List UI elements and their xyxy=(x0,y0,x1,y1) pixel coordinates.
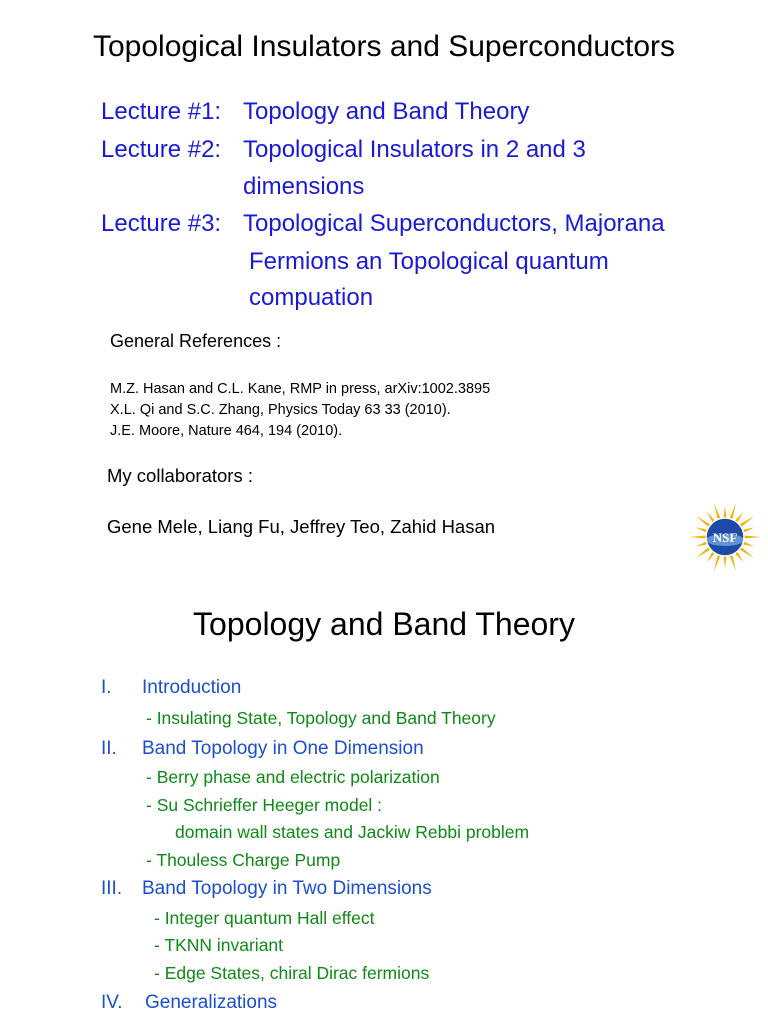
section-1-item-1: - Insulating State, Topology and Band Theory xyxy=(146,708,496,728)
lecture-3-label: Lecture #3: xyxy=(101,210,222,237)
section-4-label: Generalizations xyxy=(145,992,278,1013)
logo-ray xyxy=(723,555,726,568)
logo-text: NSF xyxy=(712,530,738,545)
page-title: Topological Insulators and Superconductors xyxy=(92,30,676,63)
logo-ray xyxy=(689,535,707,538)
reference-2: X.L. Qi and S.C. Zhang, Physics Today 63 33 (2010). xyxy=(110,402,451,418)
section-2-item-2: - Su Schrieffer Heeger model : xyxy=(146,795,383,815)
section-title: Topology and Band Theory xyxy=(193,606,575,642)
logo-ray xyxy=(723,506,726,519)
logo-ray xyxy=(714,554,721,572)
section-3-number: III. xyxy=(101,878,123,899)
lecture-1-line-1: Topology and Band Theory xyxy=(243,98,530,125)
section-4-number: IV. xyxy=(101,992,123,1013)
lecture-3-line-2: Fermions an Topological quantum xyxy=(249,248,609,275)
section-1-number: I. xyxy=(101,677,112,698)
logo-ray xyxy=(729,554,736,572)
section-2-number: II. xyxy=(101,738,117,759)
references-heading: General References : xyxy=(110,331,282,351)
section-1-label: Introduction xyxy=(142,677,242,698)
collaborators-heading: My collaborators : xyxy=(107,465,253,486)
section-2-item-3: domain wall states and Jackiw Rebbi problem xyxy=(175,822,530,842)
section-3-label: Band Topology in Two Dimensions xyxy=(142,878,432,899)
section-2-item-4: - Thouless Charge Pump xyxy=(146,850,341,870)
lecture-2-label: Lecture #2: xyxy=(101,136,222,163)
section-3-item-1: - Integer quantum Hall effect xyxy=(154,908,375,928)
section-2-item-1: - Berry phase and electric polarization xyxy=(146,767,440,787)
section-2-label: Band Topology in One Dimension xyxy=(142,738,424,759)
reference-1: M.Z. Hasan and C.L. Kane, RMP in press, arXiv:1002.3895 xyxy=(110,381,491,397)
lecture-2-line-2: dimensions xyxy=(243,173,365,200)
logo-ray xyxy=(714,503,721,521)
collaborators-list: Gene Mele, Liang Fu, Jeffrey Teo, Zahid Hasan xyxy=(107,516,496,537)
section-3-item-3: - Edge States, chiral Dirac fermions xyxy=(154,963,430,983)
lecture-1-label: Lecture #1: xyxy=(101,98,222,125)
reference-3: J.E. Moore, Nature 464, 194 (2010). xyxy=(110,423,343,439)
nsf-logo-svg xyxy=(688,500,762,574)
section-3-item-2: - TKNN invariant xyxy=(154,935,284,955)
logo-ray xyxy=(729,503,736,521)
lecture-3-line-1: Topological Superconductors, Majorana xyxy=(243,210,665,237)
lecture-2-line-1: Topological Insulators in 2 and 3 xyxy=(243,136,586,163)
lecture-3-line-3: compuation xyxy=(249,284,374,311)
logo-ray xyxy=(743,535,761,538)
nsf-logo-icon xyxy=(688,500,762,574)
